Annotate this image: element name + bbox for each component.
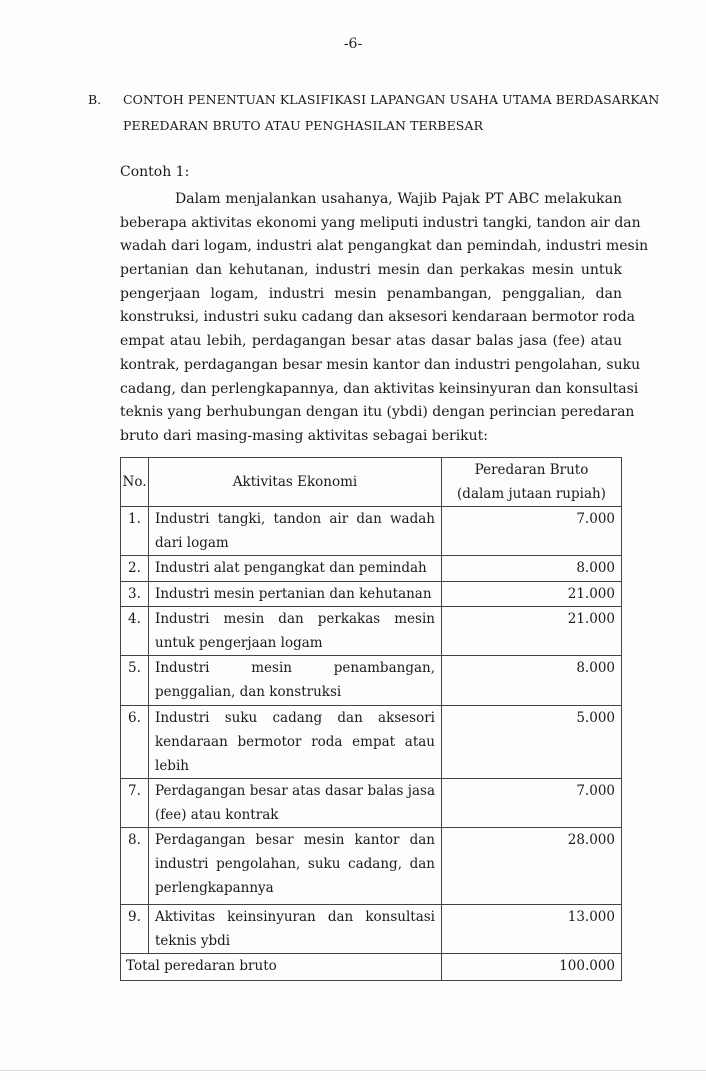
page-edge <box>0 1070 706 1071</box>
example-label: Contoh 1: <box>120 164 190 180</box>
row-activity: Industri suku cadang dan aksesori kendaraan bermotor roda empat atau lebih <box>149 706 442 779</box>
paragraph-line: beberapa aktivitas ekonomi yang meliputi industri tangki, tandon air dan <box>120 214 641 231</box>
table-total-row <box>121 954 622 981</box>
row-number: 4. <box>121 607 149 656</box>
table-row <box>121 507 622 556</box>
row-number: 5. <box>121 656 149 706</box>
row-number: 1. <box>121 507 149 556</box>
row-activity: Industri mesin penambangan, penggalian, dan konstruksi <box>149 656 442 706</box>
row-value: 28.000 <box>442 828 622 905</box>
header-value-line-1: Peredaran Bruto <box>474 462 589 478</box>
header-value-line-2: (dalam jutaan rupiah) <box>457 486 606 502</box>
row-number: 8. <box>121 828 149 905</box>
table-row <box>121 706 622 779</box>
row-value: 21.000 <box>442 582 622 607</box>
row-activity: Industri mesin dan perkakas mesin untuk pengerjaan logam <box>149 607 442 656</box>
paragraph-line: kontrak, perdagangan besar mesin kantor dan industri pengolahan, suku <box>120 356 641 373</box>
table-row <box>121 582 622 607</box>
row-value: 8.000 <box>442 656 622 706</box>
row-number: 3. <box>121 582 149 607</box>
body-paragraph <box>120 188 649 449</box>
paragraph-line: pertanian dan kehutanan, industri mesin dan perkakas mesin untuk <box>120 262 622 279</box>
table-row <box>121 779 622 828</box>
table-row <box>121 607 622 656</box>
header-value <box>442 458 622 507</box>
row-number: 2. <box>121 556 149 582</box>
row-value: 7.000 <box>442 779 622 828</box>
total-label: Total peredaran bruto <box>121 954 442 981</box>
paragraph-line: wadah dari logam, industri alat pengangkat dan pemindah, industri mesin <box>120 238 649 255</box>
total-value: 100.000 <box>442 954 622 981</box>
table-row <box>121 828 622 905</box>
row-activity: Perdagangan besar mesin kantor dan industri pengolahan, suku cadang, dan perlengkapannya <box>149 828 442 905</box>
page-number: -6- <box>343 36 363 52</box>
paragraph-line: bruto dari masing-masing aktivitas sebagai berikut: <box>120 427 489 444</box>
row-activity: Industri mesin pertanian dan kehutanan <box>149 582 442 607</box>
paragraph-line: empat atau lebih, perdagangan besar atas dasar balas jasa (fee) atau <box>120 333 622 350</box>
row-activity: Industri tangki, tandon air dan wadah dari logam <box>149 507 442 556</box>
row-activity: Perdagangan besar atas dasar balas jasa (fee) atau kontrak <box>149 779 442 828</box>
row-number: 9. <box>121 905 149 954</box>
row-number: 7. <box>121 779 149 828</box>
paragraph-line: pengerjaan logam, industri mesin penambangan, penggalian, dan <box>120 285 622 302</box>
row-value: 7.000 <box>442 507 622 556</box>
table-row <box>121 905 622 954</box>
row-value: 21.000 <box>442 607 622 656</box>
paragraph-line: Dalam menjalankan usahanya, Wajib Pajak PT ABC melakukan <box>175 191 622 207</box>
row-number: 6. <box>121 706 149 779</box>
header-activity: Aktivitas Ekonomi <box>149 458 442 507</box>
row-value: 5.000 <box>442 706 622 779</box>
header-no: No. <box>121 458 149 507</box>
table-header-row <box>121 458 622 507</box>
row-activity: Aktivitas keinsinyuran dan konsultasi teknis ybdi <box>149 905 442 954</box>
row-value: 8.000 <box>442 556 622 582</box>
paragraph-line: konstruksi, industri suku cadang dan aksesori kendaraan bermotor roda <box>120 309 635 326</box>
paragraph-line: cadang, dan perlengkapannya, dan aktivitas keinsinyuran dan konsultasi <box>120 380 639 397</box>
row-activity: Industri alat pengangkat dan pemindah <box>149 556 442 582</box>
section-title-line-1: CONTOH PENENTUAN KLASIFIKASI LAPANGAN USAHA UTAMA BERDASARKAN <box>123 92 660 107</box>
table-row <box>121 656 622 706</box>
table-row <box>121 556 622 582</box>
row-value: 13.000 <box>442 905 622 954</box>
section-title-line-2: PEREDARAN BRUTO ATAU PENGHASILAN TERBESAR <box>123 118 484 133</box>
paragraph-line: teknis yang berhubungan dengan itu (ybdi) dengan perincian peredaran <box>120 404 635 421</box>
section-letter: B. <box>88 92 102 107</box>
revenue-table <box>120 457 622 981</box>
